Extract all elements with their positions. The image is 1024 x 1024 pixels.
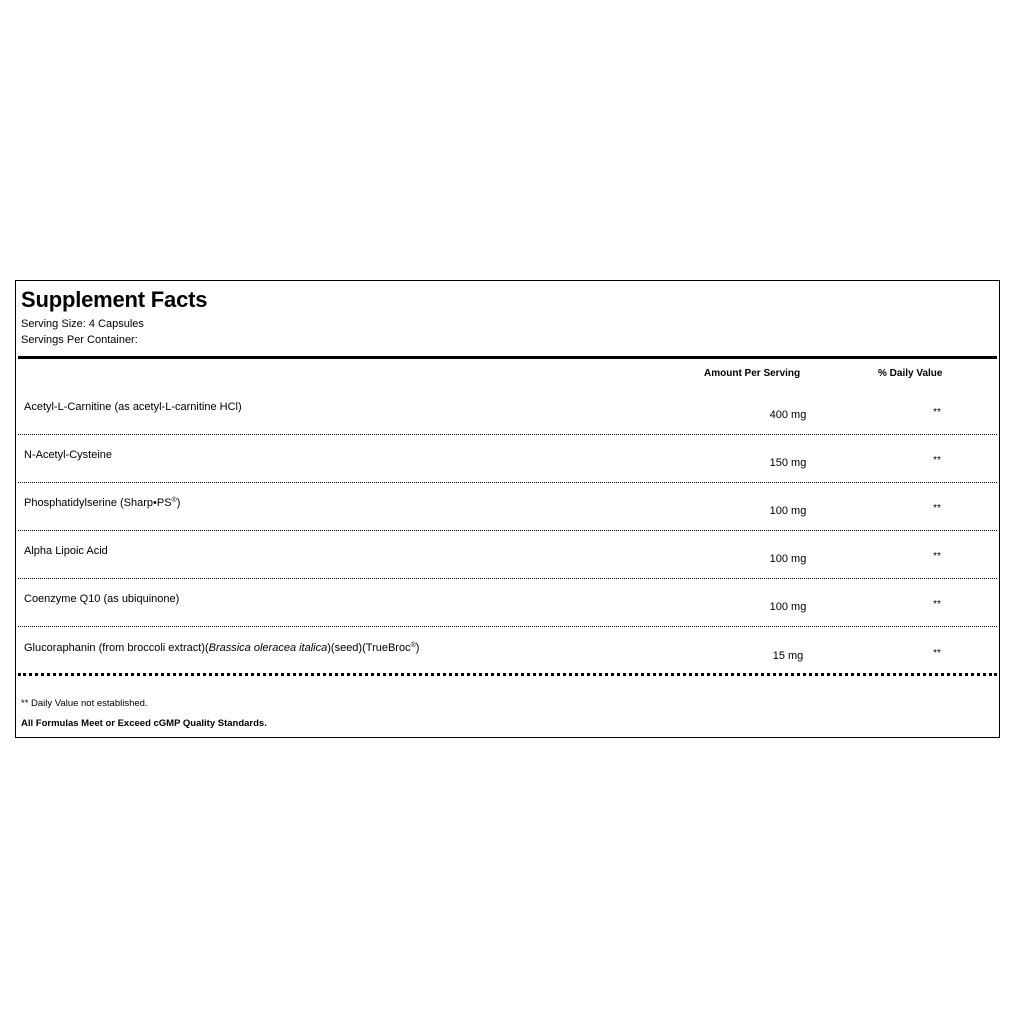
ingredient-amount: 100 mg xyxy=(769,505,807,517)
quality-standards-statement: All Formulas Meet or Exceed cGMP Quality Standards. xyxy=(21,718,267,729)
supplement-facts-panel xyxy=(15,280,1000,738)
ingredient-name: Acetyl-L-Carnitine (as acetyl-L-carnitine HCl) xyxy=(24,401,242,413)
ingredient-row xyxy=(18,628,997,676)
ingredient-name: N-Acetyl-Cysteine xyxy=(24,449,113,461)
ingredient-name: Phosphatidylserine (Sharp•PS®) xyxy=(24,497,181,509)
botanical-name: Brassica oleracea italica xyxy=(208,642,328,654)
registered-mark: ® xyxy=(410,642,416,649)
ingredient-daily-value: ** xyxy=(933,551,941,562)
daily-value-footnote: ** Daily Value not established. xyxy=(21,698,148,709)
ingredient-row xyxy=(18,579,997,627)
ingredient-amount: 100 mg xyxy=(769,601,807,613)
ingredient-name: Alpha Lipoic Acid xyxy=(24,545,108,557)
ingredient-amount: 400 mg xyxy=(769,409,807,421)
ingredient-row xyxy=(18,435,997,483)
ingredient-amount: 100 mg xyxy=(769,553,807,565)
serving-size: Serving Size: 4 Capsules xyxy=(21,318,144,330)
panel-title: Supplement Facts xyxy=(21,287,208,312)
ingredient-row xyxy=(18,531,997,579)
ingredient-daily-value: ** xyxy=(933,503,941,514)
ingredient-row xyxy=(18,387,997,435)
ingredient-name: Coenzyme Q10 (as ubiquinone) xyxy=(24,593,180,605)
registered-mark: ® xyxy=(171,497,177,504)
ingredient-name: Glucoraphanin (from broccoli extract)(Brassica oleracea italica)(seed)(TrueBroc®) xyxy=(24,642,420,654)
servings-per-container: Servings Per Container: xyxy=(21,334,138,346)
ingredient-daily-value: ** xyxy=(933,407,941,418)
ingredient-amount: 15 mg xyxy=(772,650,804,662)
ingredient-daily-value: ** xyxy=(933,455,941,466)
row-divider xyxy=(18,673,997,676)
ingredient-row xyxy=(18,483,997,531)
ingredient-daily-value: ** xyxy=(933,599,941,610)
ingredient-amount: 150 mg xyxy=(769,457,807,469)
header-divider xyxy=(18,356,997,359)
amount-per-serving-header: Amount Per Serving xyxy=(704,368,801,379)
ingredient-daily-value: ** xyxy=(933,648,941,659)
row-divider xyxy=(18,626,997,627)
daily-value-header: % Daily Value xyxy=(878,368,943,379)
